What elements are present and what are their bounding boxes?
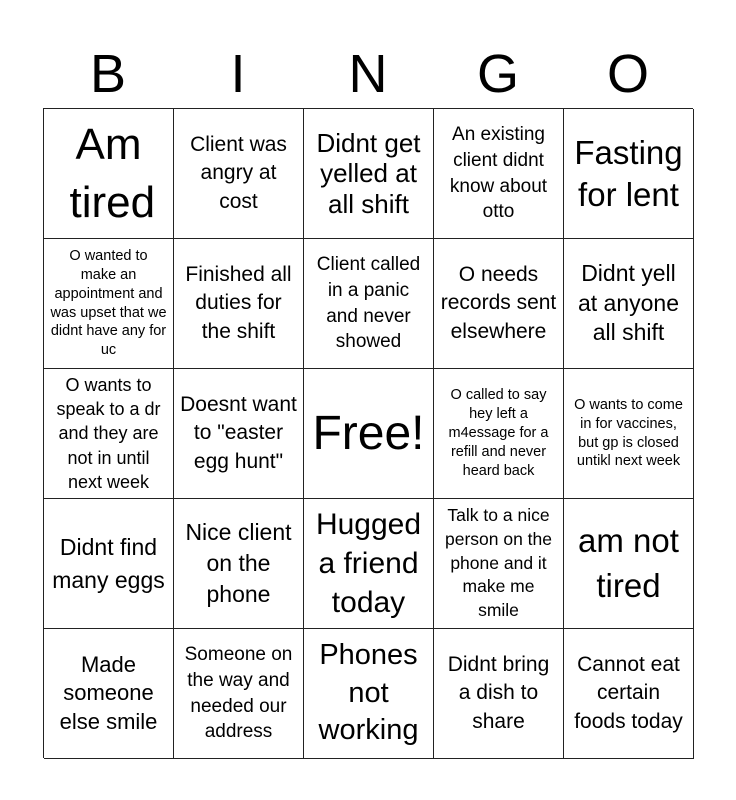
- bingo-cell[interactable]: [174, 369, 304, 499]
- bingo-cell[interactable]: [174, 109, 304, 239]
- cell-text: O wants to come in for vaccines, but gp is closed untikl next week: [574, 396, 683, 470]
- bingo-cell[interactable]: [44, 369, 174, 499]
- bingo-cell[interactable]: [44, 239, 174, 369]
- header-letter-o: O: [606, 44, 649, 104]
- bingo-cell[interactable]: [174, 629, 304, 759]
- cell-text: am not tired: [578, 521, 679, 604]
- bingo-cell[interactable]: [434, 109, 564, 239]
- bingo-cell[interactable]: [174, 239, 304, 369]
- cell-text: Finished all duties for the shift: [185, 262, 292, 343]
- cell-text: Phones not working: [318, 638, 419, 747]
- bingo-cell[interactable]: [304, 629, 434, 759]
- cell-text: Fasting for lent: [574, 134, 683, 213]
- bingo-cell[interactable]: [174, 499, 304, 629]
- cell-text: Didnt bring a dish to share: [447, 652, 550, 733]
- cell-text: Someone on the way and needed our address: [184, 644, 293, 743]
- cell-text: O wanted to make an appointment and was upset that we didnt have any for uc: [50, 247, 167, 359]
- bingo-board: [43, 108, 693, 758]
- free-space-label: Free!: [312, 406, 425, 460]
- bingo-cell[interactable]: [44, 629, 174, 759]
- bingo-cell[interactable]: [304, 109, 434, 239]
- header-letter-n: N: [348, 44, 388, 104]
- bingo-cell[interactable]: [564, 499, 694, 629]
- bingo-cell[interactable]: [434, 239, 564, 369]
- cell-text: Nice client on the phone: [185, 518, 292, 608]
- bingo-header: [43, 40, 693, 108]
- bingo-cell[interactable]: [434, 369, 564, 499]
- bingo-cell[interactable]: [434, 499, 564, 629]
- cell-text: O called to say hey left a m4essage for a refill and never heard back: [448, 387, 549, 479]
- cell-text: Doesnt want to "easter egg hunt": [180, 392, 297, 473]
- cell-text: An existing client didnt know about otto: [449, 124, 548, 223]
- cell-text: O wants to speak to a dr and they are not in until next week: [56, 374, 161, 492]
- header-letter-b: B: [89, 44, 127, 104]
- cell-text: Talk to a nice person on the phone and it make me smile: [444, 505, 553, 620]
- bingo-cell[interactable]: [44, 499, 174, 629]
- bingo-cell[interactable]: [564, 239, 694, 369]
- cell-text: Client called in a panic and never showed: [316, 254, 421, 353]
- cell-text: Hugged a friend today: [315, 508, 422, 619]
- cell-text: Cannot eat certain foods today: [574, 652, 683, 733]
- bingo-cell[interactable]: [304, 499, 434, 629]
- cell-text: Client was angry at cost: [190, 132, 287, 213]
- bingo-cell[interactable]: [564, 369, 694, 499]
- bingo-cell[interactable]: [304, 239, 434, 369]
- bingo-cell[interactable]: [44, 109, 174, 239]
- cell-text: Didnt find many eggs: [52, 534, 165, 593]
- cell-text: Didnt get yelled at all shift: [316, 127, 421, 219]
- free-space[interactable]: [304, 369, 434, 499]
- header-letter-g: G: [476, 44, 519, 104]
- bingo-cell[interactable]: [564, 109, 694, 239]
- cell-text: Am tired: [69, 120, 156, 227]
- bingo-cell[interactable]: [564, 629, 694, 759]
- cell-text: Made someone else smile: [59, 651, 158, 734]
- header-letter-i: I: [230, 44, 246, 104]
- bingo-cell[interactable]: [434, 629, 564, 759]
- cell-text: Didnt yell at anyone all shift: [577, 259, 680, 346]
- cell-text: O needs records sent elsewhere: [440, 262, 557, 343]
